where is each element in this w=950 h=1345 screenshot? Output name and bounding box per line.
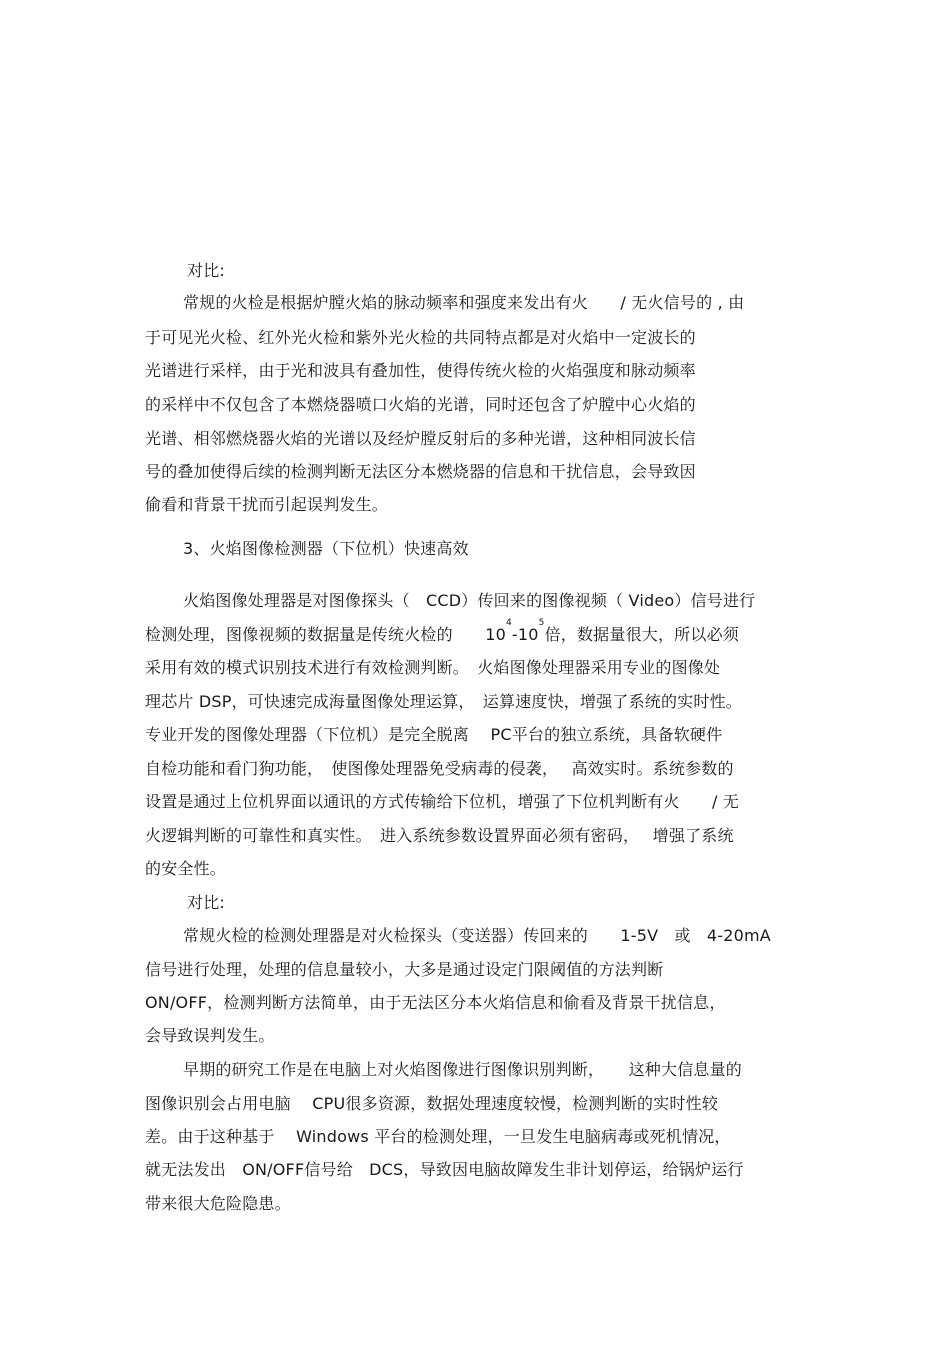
comparison-label-1: 对比: [187,261,225,280]
paragraph-line: 早期的研究工作是在电脑上对火焰图像进行图像识别判断， 这种大信息量的 [183,1060,743,1079]
section-heading: 3、火焰图像检测器（下位机）快速高效 [183,539,469,558]
text-segment: -10 [511,625,539,644]
paragraph-line: ON/OFF，检测判断方法简单，由于无法区分本火焰信息和偷看及背景干扰信息， [145,993,726,1012]
paragraph-line: 火逻辑判断的可靠性和真实性。 进入系统参数设置界面必须有密码， 增强了系统 [145,826,734,845]
paragraph-line: 专业开发的图像处理器（下位机）是完全脱离 PC平台的独立系统，具备软硬件 [145,725,723,744]
paragraph-line-with-exponent [145,618,739,645]
paragraph-line: 光谱、相邻燃烧器火焰的光谱以及经炉膛反射后的多种光谱，这种相同波长信 [145,429,696,448]
paragraph-line: 就无法发出 ON/OFF信号给 DCS，导致因电脑故障发生非计划停运，给锅炉运行 [145,1160,744,1179]
paragraph-line: 常规火检的检测处理器是对火检探头（变送器）传回来的 1-5V 或 4-20mA [183,926,771,945]
paragraph-line: 带来很大危险隐患。 [145,1194,291,1213]
paragraph-line: 会导致误判发生。 [145,1026,275,1045]
text-segment: 检测处理，图像视频的数据量是传统火检的 10 [145,625,506,644]
paragraph-line: 设置是通过上位机界面以通讯的方式传输给下位机，增强了下位机判断有火 / 无 [145,792,740,811]
paragraph-line: 图像识别会占用电脑 CPU很多资源，数据处理速度较慢，检测判断的实时性较 [145,1094,719,1113]
paragraph-line: 的采样中不仅包含了本燃烧器喷口火焰的光谱，同时还包含了炉膛中心火焰的 [145,395,696,414]
exponent: 4 [505,618,512,628]
text-segment: 倍，数据量很大，所以必须 [544,625,739,644]
paragraph-line: 的安全性。 [145,859,227,878]
comparison-label-2: 对比: [187,893,225,912]
paragraph-line: 光谱进行采样，由于光和波具有叠加性，使得传统火检的火焰强度和脉动频率 [145,361,696,380]
paragraph-line: 自检功能和看门狗功能， 使图像处理器免受病毒的侵袭， 高效实时。系统参数的 [145,759,734,778]
paragraph-line: 采用有效的模式识别技术进行有效检测判断。 火焰图像处理器采用专业的图像处 [145,658,721,677]
paragraph-line: 理芯片 DSP，可快速完成海量图像处理运算， 运算速度快，增强了系统的实时性。 [145,692,743,711]
paragraph-line: 偷看和背景干扰而引起误判发生。 [145,495,389,514]
paragraph-line: 常规的火检是根据炉膛火焰的脉动频率和强度来发出有火 / 无火信号的 , 由 [183,293,745,312]
paragraph-line: 差。由于这种基于 Windows 平台的检测处理，一旦发生电脑病毒或死机情况， [145,1127,731,1146]
paragraph-line: 号的叠加使得后续的检测判断无法区分本燃烧器的信息和干扰信息，会导致因 [145,462,696,481]
paragraph-line: 信号进行处理，处理的信息量较小，大多是通过设定门限阈值的方法判断 [145,960,664,979]
paragraph-line: 于可见光火检、红外光火检和紫外光火检的共同特点都是对火焰中一定波长的 [145,328,696,347]
exponent: 5 [538,618,545,628]
paragraph-line: 火焰图像处理器是对图像探头（ CCD）传回来的图像视频（ Video）信号进行 [183,591,756,610]
